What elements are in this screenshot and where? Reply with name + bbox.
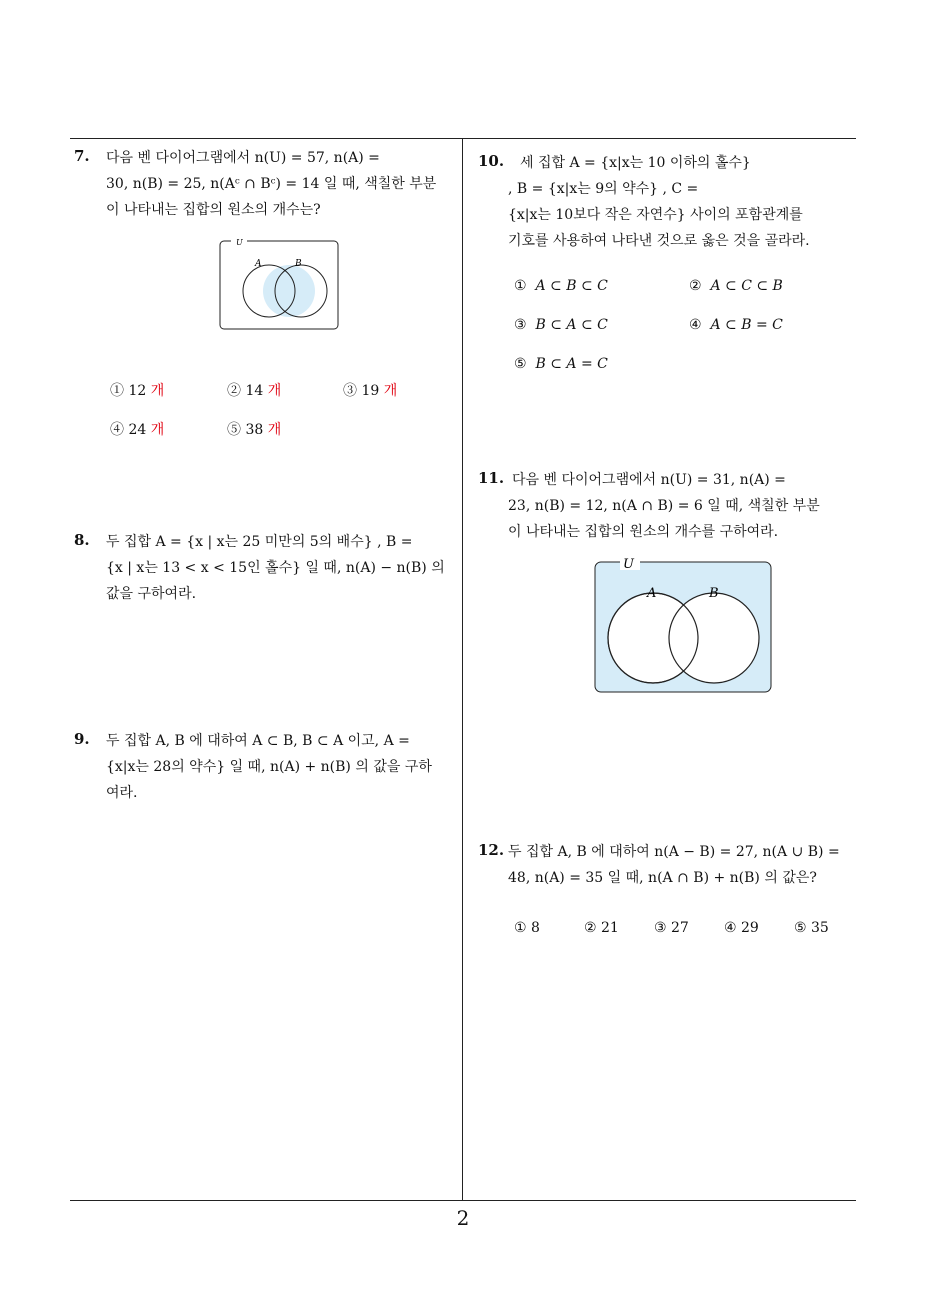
question-text-line: 값을 구하여라. <box>106 586 197 602</box>
venn-label-u: U <box>623 558 634 572</box>
choice-4[interactable]: ④ A ⊂ B = C <box>689 317 783 333</box>
question-text-line: , B = {x|x는 9의 약수} , C = <box>508 181 699 197</box>
question-text-line: 여라. <box>106 785 138 801</box>
choice-5[interactable]: ⑤ 35 <box>794 920 829 936</box>
venn-label-b: B <box>709 586 719 601</box>
venn-label-a: A <box>255 259 262 269</box>
question-text-line: {x|x는 28의 약수} 일 때, n(A) + n(B) 의 값을 구하 <box>106 759 432 775</box>
choice-2[interactable]: ② 21 <box>584 920 619 936</box>
venn-label-u: U <box>236 238 243 247</box>
question-text-line: 48, n(A) = 35 일 때, n(A ∩ B) + n(B) 의 값은? <box>508 870 817 886</box>
choice-3[interactable]: ③ 27 <box>654 920 689 936</box>
venn-label-b: B <box>295 259 302 269</box>
question-text-line: 30, n(B) = 25, n(Aᶜ ∩ Bᶜ) = 14 일 때, 색칠한 부분 <box>106 176 437 192</box>
choice-3[interactable]: ③ B ⊂ A ⊂ C <box>514 317 608 333</box>
question-text-line: 23, n(B) = 12, n(A ∩ B) = 6 일 때, 색칠한 부분 <box>508 498 820 514</box>
choice-1[interactable]: ① 12 개 <box>110 383 165 399</box>
venn-label-a: A <box>647 586 657 601</box>
question-number: 12. <box>478 841 505 859</box>
choice-4[interactable]: ④ 24 개 <box>110 422 165 438</box>
question-number: 11. <box>478 469 505 487</box>
bottom-rule <box>70 1200 856 1201</box>
question-number: 7. <box>74 147 90 165</box>
top-rule <box>70 138 856 139</box>
question-text-line: 이 나타내는 집합의 원소의 개수는? <box>106 202 321 218</box>
choice-1[interactable]: ① A ⊂ B ⊂ C <box>514 278 608 294</box>
choice-5[interactable]: ⑤ 38 개 <box>227 422 282 438</box>
column-divider <box>462 138 463 1201</box>
question-text-line: 이 나타내는 집합의 원소의 개수를 구하여라. <box>508 524 779 540</box>
question-text-line: {x | x는 13 < x < 15인 홀수} 일 때, n(A) − n(B) 의 <box>106 560 445 576</box>
choice-3[interactable]: ③ 19 개 <box>343 383 398 399</box>
question-text-line: 다음 벤 다이어그램에서 n(U) = 57, n(A) = <box>106 150 380 166</box>
question-text-line: {x|x는 10보다 작은 자연수} 사이의 포함관계를 <box>508 207 803 223</box>
venn-diagram <box>594 558 774 694</box>
choice-2[interactable]: ② A ⊂ C ⊂ B <box>689 278 783 294</box>
question-text-line: 두 집합 A, B 에 대하여 A ⊂ B, B ⊂ A 이고, A = <box>106 733 410 749</box>
question-number: 8. <box>74 531 90 549</box>
question-number: 9. <box>74 730 90 748</box>
question-number: 10. <box>478 152 505 170</box>
choice-4[interactable]: ④ 29 <box>724 920 759 936</box>
venn-diagram <box>219 237 341 331</box>
page-number: 2 <box>456 1206 470 1230</box>
question-text-line: 다음 벤 다이어그램에서 n(U) = 31, n(A) = <box>512 472 786 488</box>
question-text-line: 세 집합 A = {x|x는 10 이하의 홀수} <box>520 155 751 171</box>
choice-2[interactable]: ② 14 개 <box>227 383 282 399</box>
question-text-line: 두 집합 A = {x | x는 25 미만의 5의 배수} , B = <box>106 534 413 550</box>
choice-1[interactable]: ① 8 <box>514 920 540 936</box>
question-text-line: 기호를 사용하여 나타낸 것으로 옳은 것을 골라라. <box>508 233 810 249</box>
question-text-line: 두 집합 A, B 에 대하여 n(A − B) = 27, n(A ∪ B) = <box>508 844 840 860</box>
choice-5[interactable]: ⑤ B ⊂ A = C <box>514 356 608 372</box>
